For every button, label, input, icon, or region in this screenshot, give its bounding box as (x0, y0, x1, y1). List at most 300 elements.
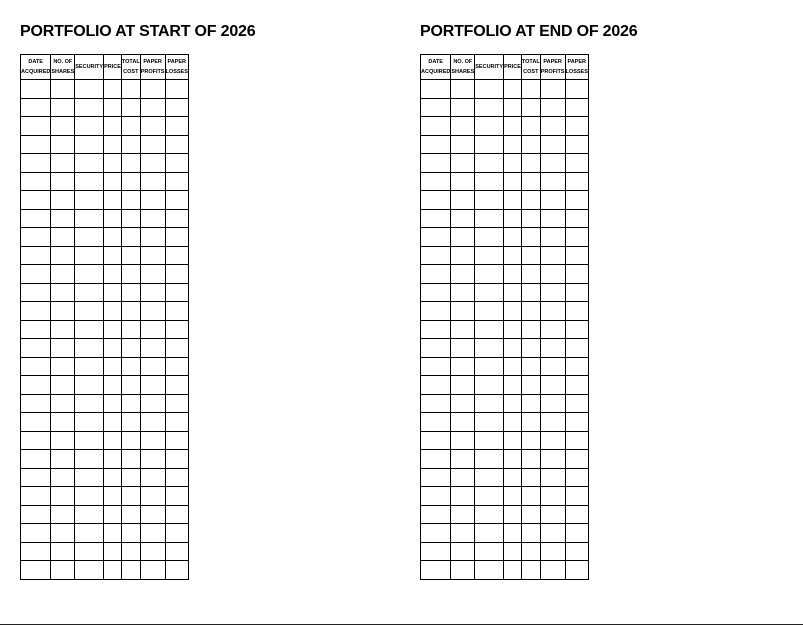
entry-cell[interactable] (104, 209, 122, 228)
entry-cell[interactable] (21, 320, 51, 339)
entry-cell[interactable] (475, 505, 504, 524)
entry-cell[interactable] (51, 209, 75, 228)
entry-cell[interactable] (421, 283, 451, 302)
entry-cell[interactable] (565, 265, 588, 284)
entry-cell[interactable] (504, 246, 522, 265)
entry-cell[interactable] (540, 524, 565, 543)
entry-cell[interactable] (165, 302, 188, 321)
entry-cell[interactable] (140, 283, 165, 302)
entry-cell[interactable] (540, 413, 565, 432)
entry-cell[interactable] (75, 246, 104, 265)
entry-cell[interactable] (451, 302, 475, 321)
entry-cell[interactable] (540, 209, 565, 228)
entry-cell[interactable] (565, 98, 588, 117)
entry-cell[interactable] (51, 265, 75, 284)
entry-cell[interactable] (504, 172, 522, 191)
entry-cell[interactable] (421, 246, 451, 265)
entry-cell[interactable] (165, 98, 188, 117)
entry-cell[interactable] (51, 357, 75, 376)
entry-cell[interactable] (75, 524, 104, 543)
entry-cell[interactable] (475, 450, 504, 469)
entry-cell[interactable] (51, 135, 75, 154)
entry-cell[interactable] (121, 154, 140, 173)
entry-cell[interactable] (104, 320, 122, 339)
entry-cell[interactable] (21, 524, 51, 543)
entry-cell[interactable] (521, 302, 540, 321)
entry-cell[interactable] (475, 487, 504, 506)
entry-cell[interactable] (475, 172, 504, 191)
entry-cell[interactable] (451, 320, 475, 339)
entry-cell[interactable] (521, 487, 540, 506)
entry-cell[interactable] (51, 154, 75, 173)
entry-cell[interactable] (121, 302, 140, 321)
entry-cell[interactable] (540, 191, 565, 210)
entry-cell[interactable] (451, 135, 475, 154)
entry-cell[interactable] (565, 450, 588, 469)
entry-cell[interactable] (540, 357, 565, 376)
entry-cell[interactable] (540, 302, 565, 321)
entry-cell[interactable] (421, 487, 451, 506)
entry-cell[interactable] (165, 80, 188, 99)
entry-cell[interactable] (165, 117, 188, 136)
entry-cell[interactable] (521, 154, 540, 173)
entry-cell[interactable] (75, 172, 104, 191)
entry-cell[interactable] (421, 394, 451, 413)
entry-cell[interactable] (565, 320, 588, 339)
entry-cell[interactable] (165, 413, 188, 432)
entry-cell[interactable] (165, 357, 188, 376)
entry-cell[interactable] (504, 117, 522, 136)
entry-cell[interactable] (565, 339, 588, 358)
entry-cell[interactable] (165, 246, 188, 265)
entry-cell[interactable] (121, 246, 140, 265)
entry-cell[interactable] (540, 283, 565, 302)
entry-cell[interactable] (475, 283, 504, 302)
entry-cell[interactable] (540, 172, 565, 191)
entry-cell[interactable] (104, 413, 122, 432)
entry-cell[interactable] (21, 283, 51, 302)
entry-cell[interactable] (475, 431, 504, 450)
entry-cell[interactable] (521, 394, 540, 413)
entry-cell[interactable] (75, 468, 104, 487)
entry-cell[interactable] (475, 246, 504, 265)
entry-cell[interactable] (421, 135, 451, 154)
entry-cell[interactable] (451, 154, 475, 173)
entry-cell[interactable] (421, 524, 451, 543)
entry-cell[interactable] (104, 376, 122, 395)
entry-cell[interactable] (104, 265, 122, 284)
entry-cell[interactable] (504, 450, 522, 469)
entry-cell[interactable] (140, 246, 165, 265)
entry-cell[interactable] (75, 209, 104, 228)
entry-cell[interactable] (21, 172, 51, 191)
entry-cell[interactable] (475, 413, 504, 432)
entry-cell[interactable] (140, 487, 165, 506)
entry-cell[interactable] (504, 80, 522, 99)
entry-cell[interactable] (165, 450, 188, 469)
entry-cell[interactable] (475, 98, 504, 117)
entry-cell[interactable] (540, 505, 565, 524)
entry-cell[interactable] (140, 542, 165, 561)
entry-cell[interactable] (21, 394, 51, 413)
entry-cell[interactable] (504, 135, 522, 154)
entry-cell[interactable] (75, 302, 104, 321)
entry-cell[interactable] (51, 450, 75, 469)
entry-cell[interactable] (140, 172, 165, 191)
entry-cell[interactable] (104, 542, 122, 561)
entry-cell[interactable] (140, 505, 165, 524)
entry-cell[interactable] (165, 561, 188, 580)
entry-cell[interactable] (451, 394, 475, 413)
entry-cell[interactable] (421, 209, 451, 228)
entry-cell[interactable] (451, 339, 475, 358)
entry-cell[interactable] (121, 357, 140, 376)
entry-cell[interactable] (451, 265, 475, 284)
entry-cell[interactable] (21, 487, 51, 506)
entry-cell[interactable] (475, 376, 504, 395)
entry-cell[interactable] (165, 524, 188, 543)
entry-cell[interactable] (104, 468, 122, 487)
entry-cell[interactable] (451, 487, 475, 506)
entry-cell[interactable] (75, 431, 104, 450)
entry-cell[interactable] (451, 228, 475, 247)
entry-cell[interactable] (140, 135, 165, 154)
entry-cell[interactable] (140, 80, 165, 99)
entry-cell[interactable] (75, 339, 104, 358)
entry-cell[interactable] (504, 505, 522, 524)
entry-cell[interactable] (121, 487, 140, 506)
entry-cell[interactable] (451, 357, 475, 376)
entry-cell[interactable] (475, 154, 504, 173)
entry-cell[interactable] (104, 80, 122, 99)
entry-cell[interactable] (21, 561, 51, 580)
entry-cell[interactable] (475, 117, 504, 136)
entry-cell[interactable] (565, 228, 588, 247)
entry-cell[interactable] (21, 413, 51, 432)
entry-cell[interactable] (565, 524, 588, 543)
entry-cell[interactable] (421, 431, 451, 450)
entry-cell[interactable] (504, 431, 522, 450)
entry-cell[interactable] (521, 542, 540, 561)
entry-cell[interactable] (51, 228, 75, 247)
entry-cell[interactable] (165, 209, 188, 228)
entry-cell[interactable] (21, 246, 51, 265)
entry-cell[interactable] (51, 394, 75, 413)
entry-cell[interactable] (521, 135, 540, 154)
entry-cell[interactable] (51, 302, 75, 321)
entry-cell[interactable] (104, 246, 122, 265)
entry-cell[interactable] (475, 80, 504, 99)
entry-cell[interactable] (521, 431, 540, 450)
entry-cell[interactable] (75, 154, 104, 173)
entry-cell[interactable] (565, 246, 588, 265)
entry-cell[interactable] (51, 376, 75, 395)
entry-cell[interactable] (165, 154, 188, 173)
entry-cell[interactable] (421, 80, 451, 99)
entry-cell[interactable] (521, 246, 540, 265)
entry-cell[interactable] (51, 191, 75, 210)
entry-cell[interactable] (504, 468, 522, 487)
entry-cell[interactable] (121, 228, 140, 247)
entry-cell[interactable] (451, 413, 475, 432)
entry-cell[interactable] (140, 431, 165, 450)
entry-cell[interactable] (521, 209, 540, 228)
entry-cell[interactable] (475, 394, 504, 413)
entry-cell[interactable] (565, 505, 588, 524)
entry-cell[interactable] (140, 265, 165, 284)
entry-cell[interactable] (521, 283, 540, 302)
entry-cell[interactable] (21, 209, 51, 228)
entry-cell[interactable] (521, 265, 540, 284)
entry-cell[interactable] (21, 98, 51, 117)
entry-cell[interactable] (51, 172, 75, 191)
entry-cell[interactable] (540, 376, 565, 395)
entry-cell[interactable] (140, 228, 165, 247)
entry-cell[interactable] (421, 228, 451, 247)
entry-cell[interactable] (165, 172, 188, 191)
entry-cell[interactable] (51, 80, 75, 99)
entry-cell[interactable] (504, 228, 522, 247)
entry-cell[interactable] (521, 376, 540, 395)
entry-cell[interactable] (540, 450, 565, 469)
entry-cell[interactable] (421, 98, 451, 117)
entry-cell[interactable] (75, 487, 104, 506)
entry-cell[interactable] (421, 468, 451, 487)
entry-cell[interactable] (21, 431, 51, 450)
entry-cell[interactable] (421, 172, 451, 191)
entry-cell[interactable] (565, 154, 588, 173)
entry-cell[interactable] (75, 228, 104, 247)
entry-cell[interactable] (451, 561, 475, 580)
entry-cell[interactable] (475, 228, 504, 247)
entry-cell[interactable] (51, 542, 75, 561)
entry-cell[interactable] (121, 209, 140, 228)
entry-cell[interactable] (140, 468, 165, 487)
entry-cell[interactable] (140, 191, 165, 210)
entry-cell[interactable] (121, 468, 140, 487)
entry-cell[interactable] (21, 265, 51, 284)
entry-cell[interactable] (521, 172, 540, 191)
entry-cell[interactable] (504, 265, 522, 284)
entry-cell[interactable] (421, 265, 451, 284)
entry-cell[interactable] (140, 302, 165, 321)
entry-cell[interactable] (140, 209, 165, 228)
entry-cell[interactable] (504, 283, 522, 302)
entry-cell[interactable] (21, 228, 51, 247)
entry-cell[interactable] (540, 487, 565, 506)
entry-cell[interactable] (165, 394, 188, 413)
entry-cell[interactable] (121, 320, 140, 339)
entry-cell[interactable] (121, 283, 140, 302)
entry-cell[interactable] (75, 561, 104, 580)
entry-cell[interactable] (540, 154, 565, 173)
entry-cell[interactable] (521, 505, 540, 524)
entry-cell[interactable] (165, 505, 188, 524)
entry-cell[interactable] (475, 468, 504, 487)
entry-cell[interactable] (51, 283, 75, 302)
entry-cell[interactable] (540, 561, 565, 580)
entry-cell[interactable] (75, 357, 104, 376)
entry-cell[interactable] (104, 172, 122, 191)
entry-cell[interactable] (504, 191, 522, 210)
entry-cell[interactable] (504, 394, 522, 413)
entry-cell[interactable] (75, 376, 104, 395)
entry-cell[interactable] (140, 450, 165, 469)
entry-cell[interactable] (104, 228, 122, 247)
entry-cell[interactable] (521, 80, 540, 99)
entry-cell[interactable] (504, 413, 522, 432)
entry-cell[interactable] (421, 413, 451, 432)
entry-cell[interactable] (451, 117, 475, 136)
entry-cell[interactable] (51, 561, 75, 580)
entry-cell[interactable] (521, 524, 540, 543)
entry-cell[interactable] (521, 320, 540, 339)
entry-cell[interactable] (421, 339, 451, 358)
entry-cell[interactable] (121, 80, 140, 99)
entry-cell[interactable] (21, 542, 51, 561)
entry-cell[interactable] (75, 80, 104, 99)
entry-cell[interactable] (51, 246, 75, 265)
entry-cell[interactable] (421, 357, 451, 376)
entry-cell[interactable] (121, 376, 140, 395)
entry-cell[interactable] (565, 561, 588, 580)
entry-cell[interactable] (104, 117, 122, 136)
entry-cell[interactable] (165, 487, 188, 506)
entry-cell[interactable] (104, 394, 122, 413)
entry-cell[interactable] (165, 228, 188, 247)
entry-cell[interactable] (565, 172, 588, 191)
entry-cell[interactable] (504, 357, 522, 376)
entry-cell[interactable] (521, 117, 540, 136)
entry-cell[interactable] (21, 135, 51, 154)
entry-cell[interactable] (451, 246, 475, 265)
entry-cell[interactable] (451, 209, 475, 228)
entry-cell[interactable] (165, 283, 188, 302)
entry-cell[interactable] (140, 154, 165, 173)
entry-cell[interactable] (521, 450, 540, 469)
entry-cell[interactable] (451, 431, 475, 450)
entry-cell[interactable] (21, 154, 51, 173)
entry-cell[interactable] (521, 339, 540, 358)
entry-cell[interactable] (504, 561, 522, 580)
entry-cell[interactable] (421, 117, 451, 136)
entry-cell[interactable] (451, 80, 475, 99)
entry-cell[interactable] (475, 339, 504, 358)
entry-cell[interactable] (51, 431, 75, 450)
entry-cell[interactable] (121, 505, 140, 524)
entry-cell[interactable] (21, 468, 51, 487)
entry-cell[interactable] (51, 468, 75, 487)
entry-cell[interactable] (421, 376, 451, 395)
entry-cell[interactable] (104, 357, 122, 376)
entry-cell[interactable] (165, 468, 188, 487)
entry-cell[interactable] (165, 135, 188, 154)
entry-cell[interactable] (475, 265, 504, 284)
entry-cell[interactable] (51, 320, 75, 339)
entry-cell[interactable] (21, 450, 51, 469)
entry-cell[interactable] (51, 524, 75, 543)
entry-cell[interactable] (540, 228, 565, 247)
entry-cell[interactable] (540, 339, 565, 358)
entry-cell[interactable] (140, 98, 165, 117)
entry-cell[interactable] (521, 191, 540, 210)
entry-cell[interactable] (165, 376, 188, 395)
entry-cell[interactable] (51, 413, 75, 432)
entry-cell[interactable] (540, 468, 565, 487)
entry-cell[interactable] (540, 431, 565, 450)
entry-cell[interactable] (75, 191, 104, 210)
entry-cell[interactable] (540, 117, 565, 136)
entry-cell[interactable] (521, 561, 540, 580)
entry-cell[interactable] (504, 209, 522, 228)
entry-cell[interactable] (121, 394, 140, 413)
entry-cell[interactable] (21, 117, 51, 136)
entry-cell[interactable] (504, 302, 522, 321)
entry-cell[interactable] (104, 98, 122, 117)
entry-cell[interactable] (475, 209, 504, 228)
entry-cell[interactable] (21, 376, 51, 395)
entry-cell[interactable] (565, 302, 588, 321)
entry-cell[interactable] (21, 302, 51, 321)
entry-cell[interactable] (21, 191, 51, 210)
entry-cell[interactable] (104, 431, 122, 450)
entry-cell[interactable] (521, 98, 540, 117)
entry-cell[interactable] (504, 376, 522, 395)
entry-cell[interactable] (475, 524, 504, 543)
entry-cell[interactable] (565, 80, 588, 99)
entry-cell[interactable] (165, 265, 188, 284)
entry-cell[interactable] (21, 357, 51, 376)
entry-cell[interactable] (451, 450, 475, 469)
entry-cell[interactable] (121, 135, 140, 154)
entry-cell[interactable] (75, 320, 104, 339)
entry-cell[interactable] (104, 283, 122, 302)
entry-cell[interactable] (104, 135, 122, 154)
entry-cell[interactable] (140, 320, 165, 339)
entry-cell[interactable] (451, 191, 475, 210)
entry-cell[interactable] (475, 561, 504, 580)
entry-cell[interactable] (475, 302, 504, 321)
entry-cell[interactable] (165, 431, 188, 450)
entry-cell[interactable] (421, 561, 451, 580)
entry-cell[interactable] (565, 135, 588, 154)
entry-cell[interactable] (565, 542, 588, 561)
entry-cell[interactable] (451, 468, 475, 487)
entry-cell[interactable] (75, 117, 104, 136)
entry-cell[interactable] (451, 283, 475, 302)
entry-cell[interactable] (140, 376, 165, 395)
entry-cell[interactable] (121, 265, 140, 284)
entry-cell[interactable] (121, 339, 140, 358)
entry-cell[interactable] (121, 450, 140, 469)
entry-cell[interactable] (121, 413, 140, 432)
entry-cell[interactable] (540, 135, 565, 154)
entry-cell[interactable] (565, 283, 588, 302)
entry-cell[interactable] (140, 394, 165, 413)
entry-cell[interactable] (475, 320, 504, 339)
entry-cell[interactable] (540, 542, 565, 561)
entry-cell[interactable] (75, 265, 104, 284)
entry-cell[interactable] (421, 320, 451, 339)
entry-cell[interactable] (140, 357, 165, 376)
entry-cell[interactable] (121, 542, 140, 561)
entry-cell[interactable] (51, 487, 75, 506)
entry-cell[interactable] (51, 117, 75, 136)
entry-cell[interactable] (565, 376, 588, 395)
entry-cell[interactable] (565, 487, 588, 506)
entry-cell[interactable] (504, 98, 522, 117)
entry-cell[interactable] (540, 394, 565, 413)
